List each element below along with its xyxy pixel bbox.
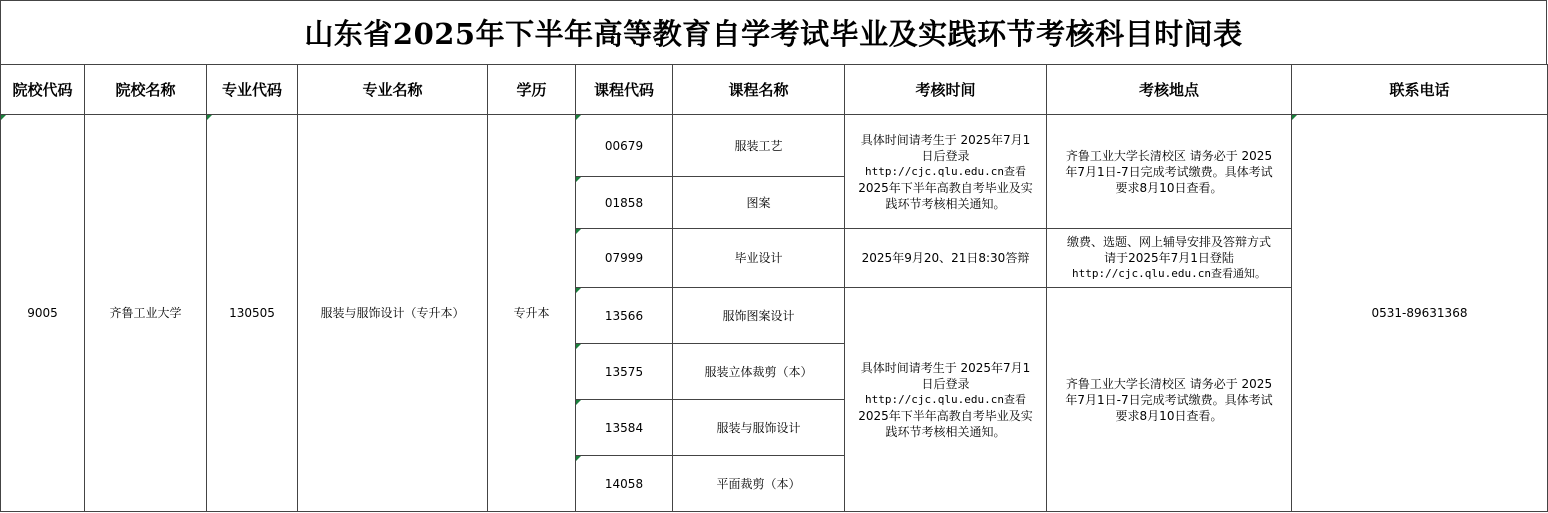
exam-place-cell bbox=[1047, 288, 1292, 512]
exam-place-line: 要求8月10日查看。 bbox=[1115, 408, 1223, 423]
page-title: 山东省2025年下半年高等教育自学考试毕业及实践环节考核科目时间表 bbox=[0, 0, 1547, 64]
table-row bbox=[1, 115, 1548, 177]
header-major-name: 专业名称 bbox=[298, 65, 488, 115]
course-name-cell: 服装与服饰设计 bbox=[673, 400, 845, 456]
exam-place-cell bbox=[1047, 229, 1292, 288]
exam-time-line: 践环节考核相关通知。 bbox=[885, 196, 1006, 211]
header-education: 学历 bbox=[488, 65, 576, 115]
course-code-cell: 07999 bbox=[576, 229, 673, 288]
header-course-name: 课程名称 bbox=[673, 65, 845, 115]
major-code-cell: 130505 bbox=[207, 115, 298, 512]
exam-time-line: 2025年下半年高教自考毕业及实 bbox=[858, 408, 1033, 423]
header-row bbox=[1, 65, 1548, 115]
header-major-code: 专业代码 bbox=[207, 65, 298, 115]
exam-time-cell bbox=[845, 288, 1047, 512]
school-name-cell: 齐鲁工业大学 bbox=[85, 115, 207, 512]
exam-place-line: 要求8月10日查看。 bbox=[1115, 180, 1223, 195]
exam-time-url: http://cjc.qlu.edu.cn查看 bbox=[864, 164, 1027, 178]
exam-place-url: http://cjc.qlu.edu.cn查看通知。 bbox=[1071, 267, 1267, 280]
exam-time-url: http://cjc.qlu.edu.cn查看 bbox=[864, 392, 1027, 406]
exam-place-line: 齐鲁工业大学长清校区 请务必于 2025 bbox=[1065, 148, 1273, 163]
course-name-cell: 服饰图案设计 bbox=[673, 288, 845, 344]
exam-time-cell bbox=[845, 115, 1047, 229]
exam-time-line: 日后登录 bbox=[921, 148, 970, 163]
course-name-cell: 服装立体裁剪（本） bbox=[673, 344, 845, 400]
exam-place-cell bbox=[1047, 115, 1292, 229]
exam-place-line: 请于2025年7月1日登陆 bbox=[1104, 251, 1234, 265]
exam-place-line: 缴费、选题、网上辅导安排及答辩方式 bbox=[1066, 235, 1271, 249]
major-name-cell: 服装与服饰设计（专升本） bbox=[298, 115, 488, 512]
header-exam-time: 考核时间 bbox=[845, 65, 1047, 115]
course-code-cell: 00679 bbox=[576, 115, 673, 177]
course-code-cell: 13584 bbox=[576, 400, 673, 456]
course-name-cell: 平面裁剪（本） bbox=[673, 456, 845, 512]
school-code-cell: 9005 bbox=[1, 115, 85, 512]
education-cell: 专升本 bbox=[488, 115, 576, 512]
exam-time-line: 具体时间请考生于 2025年7月1 bbox=[860, 132, 1031, 147]
header-phone: 联系电话 bbox=[1292, 65, 1548, 115]
exam-time-line: 具体时间请考生于 2025年7月1 bbox=[860, 360, 1031, 375]
exam-time-line: 2025年下半年高教自考毕业及实 bbox=[858, 180, 1033, 195]
exam-time-line: 践环节考核相关通知。 bbox=[885, 424, 1006, 439]
header-exam-place: 考核地点 bbox=[1047, 65, 1292, 115]
course-code-cell: 13566 bbox=[576, 288, 673, 344]
exam-place-line: 年7月1日-7日完成考试缴费。具体考试 bbox=[1065, 164, 1273, 179]
header-course-code: 课程代码 bbox=[576, 65, 673, 115]
course-name-cell: 服装工艺 bbox=[673, 115, 845, 177]
course-name-cell: 毕业设计 bbox=[673, 229, 845, 288]
header-school-code: 院校代码 bbox=[1, 65, 85, 115]
exam-place-line: 年7月1日-7日完成考试缴费。具体考试 bbox=[1065, 392, 1273, 407]
course-name-cell: 图案 bbox=[673, 177, 845, 229]
header-school-name: 院校名称 bbox=[85, 65, 207, 115]
exam-time-line: 日后登录 bbox=[921, 376, 970, 391]
course-code-cell: 13575 bbox=[576, 344, 673, 400]
exam-time-cell: 2025年9月20、21日8:30答辩 bbox=[845, 229, 1047, 288]
course-code-cell: 01858 bbox=[576, 177, 673, 229]
exam-place-line: 齐鲁工业大学长清校区 请务必于 2025 bbox=[1065, 376, 1273, 391]
schedule-table bbox=[0, 64, 1548, 512]
phone-cell: 0531-89631368 bbox=[1292, 115, 1548, 512]
course-code-cell: 14058 bbox=[576, 456, 673, 512]
